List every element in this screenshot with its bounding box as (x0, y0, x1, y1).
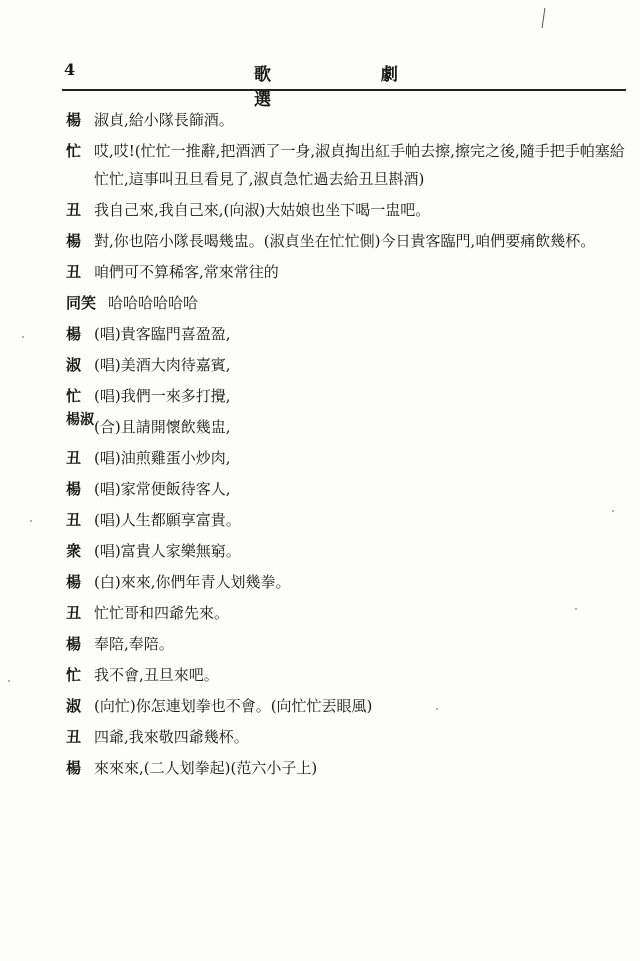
dialogue-text: (合)且請開懷飲幾盅, (94, 418, 231, 436)
dialogue-text: 淑貞,給小隊長篩酒。 (94, 111, 234, 129)
dialogue-line (66, 754, 626, 782)
dialogue-line (66, 320, 626, 348)
dialogue-text: (唱)我們一來多打攪, (94, 387, 231, 405)
dialogue-line (66, 196, 626, 224)
speaker-label: 丑 (66, 263, 82, 281)
running-header (64, 60, 626, 110)
dialogue-line (66, 537, 626, 565)
dialogue-text: 來來來,(二人划拳起)(范六小子上) (94, 759, 318, 777)
speaker-label: 楊 (66, 480, 82, 498)
speaker-label: 丑 (66, 604, 82, 622)
speaker-label (66, 413, 94, 428)
dialogue-line (66, 444, 626, 472)
dialogue-line (66, 630, 626, 658)
speaker-label: 衆 (66, 542, 82, 560)
dialogue-text: 我自己來,我自己來,(向淑)大姑娘也坐下喝一盅吧。 (94, 201, 431, 219)
dialogue-line (66, 475, 626, 503)
dialogue-line (66, 506, 626, 534)
speaker-label: 楊 (66, 111, 82, 129)
dialogue-text: 哎,哎!(忙忙一推辭,把酒洒了一身,淑貞掏出紅手帕去擦,擦完之後,隨手把手帕塞給忙忙,這事叫丑旦看見了,淑貞急忙過去給丑旦斟酒) (94, 142, 625, 188)
paper-speck (575, 608, 577, 610)
paper-speck (22, 336, 24, 338)
dialogue-text: 咱們可不算稀客,常來常往的 (94, 263, 279, 281)
speaker-label: 丑 (66, 449, 82, 467)
dialogue-line (66, 106, 626, 134)
speaker-stack: 楊淑 (66, 412, 94, 428)
speaker-label: 楊 (66, 635, 82, 653)
speaker-label: 同笑 (66, 294, 97, 312)
paper-speck (30, 520, 32, 522)
margin-mark (542, 8, 546, 28)
speaker-label: 楊 (66, 325, 82, 343)
dialogue-line (66, 289, 626, 317)
dialogue-line (66, 661, 626, 689)
dialogue-text: (唱)貴客臨門喜盈盈, (94, 325, 231, 343)
book-title: 歌 劇 選 (254, 65, 450, 110)
speaker-label: 忙 (66, 387, 82, 405)
speaker-label: 楊 (66, 759, 82, 777)
dialogue-text: 哈哈哈哈哈哈 (108, 294, 199, 312)
speaker-label: 楊 (66, 232, 82, 250)
speaker-label: 淑 (66, 356, 82, 374)
header-rule (62, 89, 626, 91)
dialogue-text: (唱)富貴人家樂無窮。 (94, 542, 241, 560)
dialogue-text: 對,你也陪小隊長喝幾盅。(淑貞坐在忙忙側)今日貴客臨門,咱們要痛飲幾杯。 (94, 232, 596, 250)
dialogue-text: 我不會,丑旦來吧。 (94, 666, 219, 684)
speaker-label: 楊 (66, 573, 82, 591)
dialogue-line (66, 599, 626, 627)
dialogue-text: 奉陪,奉陪。 (94, 635, 174, 653)
paper-speck (8, 680, 10, 682)
script-body (66, 106, 626, 785)
dialogue-text: (唱)美酒大肉待嘉賓, (94, 356, 231, 374)
dialogue-text: 四爺,我來敬四爺幾杯。 (94, 728, 249, 746)
dialogue-line (66, 568, 626, 596)
paper-speck (436, 708, 438, 710)
dialogue-line (66, 227, 626, 255)
dialogue-line (66, 382, 626, 410)
dialogue-text: (唱)人生都願享富貴。 (94, 511, 241, 529)
speaker-label: 丑 (66, 728, 82, 746)
dialogue-line (66, 258, 626, 286)
dialogue-line (66, 137, 626, 193)
dialogue-text: (白)來來,你們年青人划幾拳。 (94, 573, 291, 591)
dialogue-line (66, 723, 626, 751)
dialogue-line (66, 351, 626, 379)
dialogue-text: (唱)油煎雞蛋小炒肉, (94, 449, 231, 467)
dialogue-line (66, 413, 626, 441)
speaker-label: 忙 (66, 666, 82, 684)
speaker-label: 丑 (66, 511, 82, 529)
speaker-label: 丑 (66, 201, 82, 219)
paper-speck (612, 510, 614, 512)
page-number: 4 (64, 60, 76, 79)
speaker-label: 忙 (66, 142, 82, 160)
dialogue-text: (向忙)你怎連划拳也不會。(向忙忙丟眼風) (94, 697, 373, 715)
dialogue-line (66, 692, 626, 720)
dialogue-text: (唱)家常便飯待客人, (94, 480, 231, 498)
speaker-label: 淑 (66, 697, 82, 715)
dialogue-text: 忙忙哥和四爺先來。 (94, 604, 230, 622)
